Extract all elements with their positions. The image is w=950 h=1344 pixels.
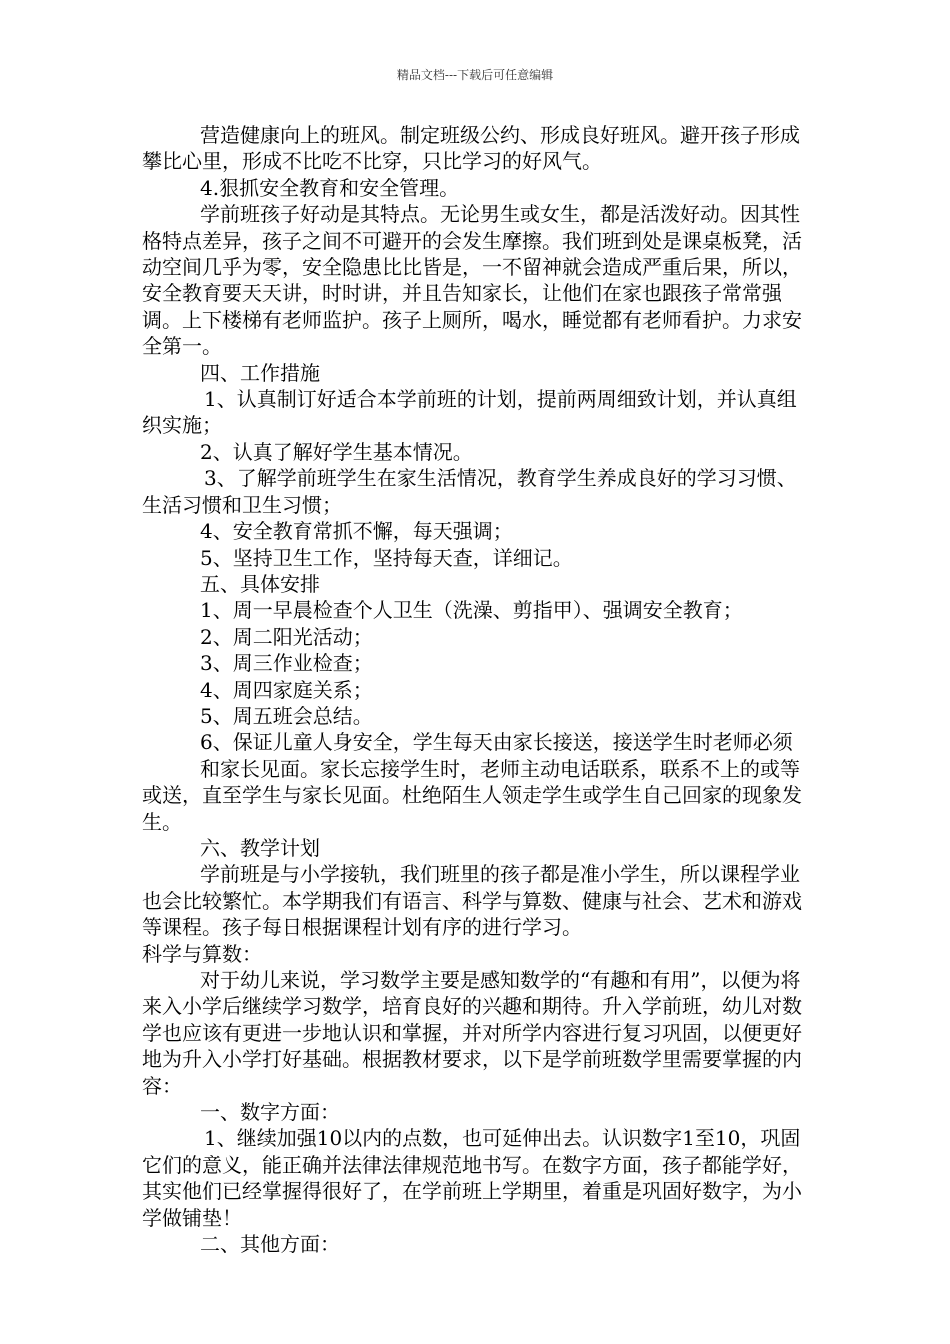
paragraph: 1、周一早晨检查个人卫生（洗澡、剪指甲）、强调安全教育；: [200, 598, 743, 623]
paragraph: 5、周五班会总结。: [200, 703, 373, 728]
paragraph: 五、具体安排: [200, 571, 320, 596]
paragraph: 3、了解学前班学生在家生活情况，教育学生养成良好的学习习惯、生活习惯和卫生习惯；: [142, 466, 797, 517]
paragraph: 5、坚持卫生工作，坚持每天查，详细记。: [200, 545, 573, 570]
paragraph: 3、周三作业检查；: [200, 651, 373, 676]
paragraph: 二、其他方面：: [200, 1232, 340, 1257]
paragraph: 对于幼儿来说，学习数学主要是感知数学的“有趣和有用”，以便为将来入小学后继续学习数学，培育良好的兴趣和期待。升入学前班，幼儿对数学也应该有更进一步地认识和掌握，并对所学内容进行复习巩固，以便更好地为升入小学打好基础。根据教材要求，以下是学前班数学里需要掌握的内容：: [142, 968, 802, 1098]
paragraph: 营造健康向上的班风。制定班级公约、形成良好班风。避开孩子形成攀比心里，形成不比吃不比穿，只比学习的好风气。: [142, 123, 800, 174]
paragraph: 2、周二阳光活动；: [200, 624, 373, 649]
paragraph: 学前班是与小学接轨，我们班里的孩子都是准小学生，所以课程学业也会比较繁忙。本学期我们有语言、科学与算数、健康与社会、艺术和游戏等课程。孩子每日根据课程计划有序的进行学习。: [142, 862, 802, 940]
paragraph: 4、周四家庭关系；: [200, 677, 373, 702]
paragraph: 1、继续加强10以内的点数，也可延伸出去。认识数字1至10，巩固它们的意义，能正确并法律法律规范地书写。在数字方面，孩子都能学好，其实他们已经掌握得很好了，在学前班上学期里，着重是巩固好数字，为小学做铺垫！: [142, 1126, 802, 1230]
document-body: [142, 122, 806, 1257]
page-header: 精品文档---下载后可任意编辑: [396, 68, 554, 82]
paragraph: 和家长见面。家长忘接学生时，老师主动电话联系，联系不上的或等或送，直至学生与家长见面。杜绝陌生人领走学生或学生自己回家的现象发生。: [142, 756, 802, 834]
paragraph: 科学与算数：: [142, 941, 262, 966]
paragraph: 4.狠抓安全教育和安全管理。: [200, 175, 460, 200]
paragraph: 6、保证儿童人身安全，学生每天由家长接送，接送学生时老师必须: [200, 730, 793, 755]
paragraph: 1、认真制订好适合本学前班的计划，提前两周细致计划，并认真组织实施；: [142, 387, 797, 438]
paragraph: 4、安全教育常抓不懈，每天强调；: [200, 519, 513, 544]
paragraph: 六、教学计划: [200, 835, 320, 860]
paragraph: 2、认真了解好学生基本情况。: [200, 439, 473, 464]
paragraph: 一、数字方面：: [200, 1100, 340, 1125]
paragraph: 四、工作措施: [200, 360, 320, 385]
paragraph: 学前班孩子好动是其特点。无论男生或女生，都是活泼好动。因其性格特点差异，孩子之间不可避开的会发生摩擦。我们班到处是课桌板凳，活动空间几乎为零，安全隐患比比皆是，一不留神就会造成严重后果，所以，安全教育要天天讲，时时讲，并且告知家长，让他们在家也跟孩子常常强调。上下楼梯有老师监护。孩子上厕所，喝水，睡觉都有老师看护。力求安全第一。: [142, 202, 802, 359]
